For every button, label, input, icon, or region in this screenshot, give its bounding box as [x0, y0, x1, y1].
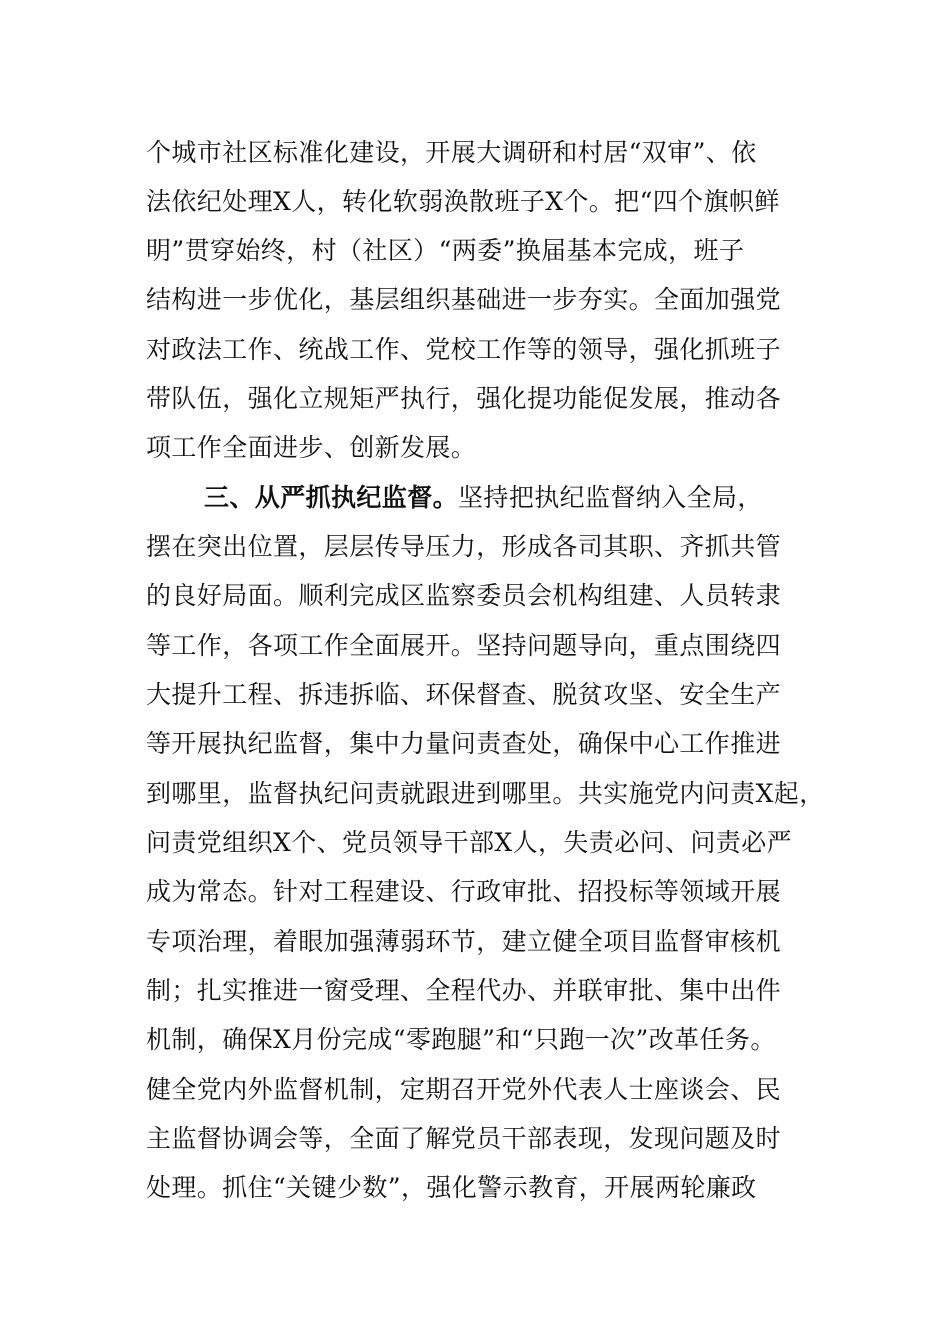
- paragraph-2-line-3: 的良好局面。顺利完成区监察委员会机构组建、人员转隶: [146, 581, 782, 610]
- paragraph-1-line-5: 对政法工作、统战工作、党校工作等的领导，强化抓班子: [146, 335, 782, 364]
- paragraph-2-line-7: 到哪里，监督执纪问责就跟进到哪里。共实施党内问责X起，: [146, 779, 825, 808]
- paragraph-2-first-line-text: 坚持把执纪监督纳入全局，: [458, 483, 763, 512]
- paragraph-2-line-6: 等开展执纪监督，集中力量问责查处，确保中心工作推进: [146, 729, 782, 758]
- paragraph-2-line-11: 制；扎实推进一窗受理、全程代办、并联审批、集中出件: [146, 976, 782, 1005]
- paragraph-1-line-7: 项工作全面进步、创新发展。: [146, 433, 477, 462]
- paragraph-2-line-14: 主监督协调会等，全面了解党员干部表现，发现问题及时: [146, 1124, 782, 1153]
- paragraph-1-line-6: 带队伍，强化立规矩严执行，强化提功能促发展，推动各: [146, 384, 782, 413]
- paragraph-2-line-12: 机制，确保X月份完成“零跑腿”和“只跑一次”改革任务。: [146, 1025, 776, 1054]
- paragraph-2-line-10: 专项治理，着眼加强薄弱环节，建立健全项目监督审核机: [146, 927, 782, 956]
- paragraph-1-line-4: 结构进一步优化，基层组织基础进一步夯实。全面加强党: [146, 285, 782, 314]
- paragraph-2-line-13: 健全党内外监督机制，定期召开党外代表人士座谈会、民: [146, 1075, 782, 1104]
- paragraph-2-line-4: 等工作，各项工作全面展开。坚持问题导向，重点围绕四: [146, 631, 782, 660]
- paragraph-2-line-2: 摆在突出位置，层层传导压力，形成各司其职、齐抓共管: [146, 532, 782, 561]
- paragraph-2-line-9: 成为常态。针对工程建设、行政审批、招投标等领域开展: [146, 877, 782, 906]
- paragraph-2-line-5: 大提升工程、拆违拆临、环保督查、脱贫攻坚、安全生产: [146, 680, 782, 709]
- paragraph-2-line-15: 处理。抓住“关键少数”，强化警示教育，开展两轮廉政: [146, 1173, 757, 1202]
- paragraph-2-line-8: 问责党组织X个、党员领导干部X人，失责必问、问责必严: [146, 828, 792, 857]
- section-heading: 三、从严抓执纪监督。: [204, 483, 459, 512]
- paragraph-1-line-2: 法依纪处理X人，转化软弱涣散班子X个。把“四个旗帜鲜: [146, 187, 780, 216]
- paragraph-1-line-1: 个城市社区标准化建设，开展大调研和村居“双审”、依: [146, 138, 757, 167]
- paragraph-1-line-3: 明”贯穿始终，村（社区）“两委”换届基本完成，班子: [146, 236, 745, 265]
- paragraph-2-line-1: [204, 478, 763, 518]
